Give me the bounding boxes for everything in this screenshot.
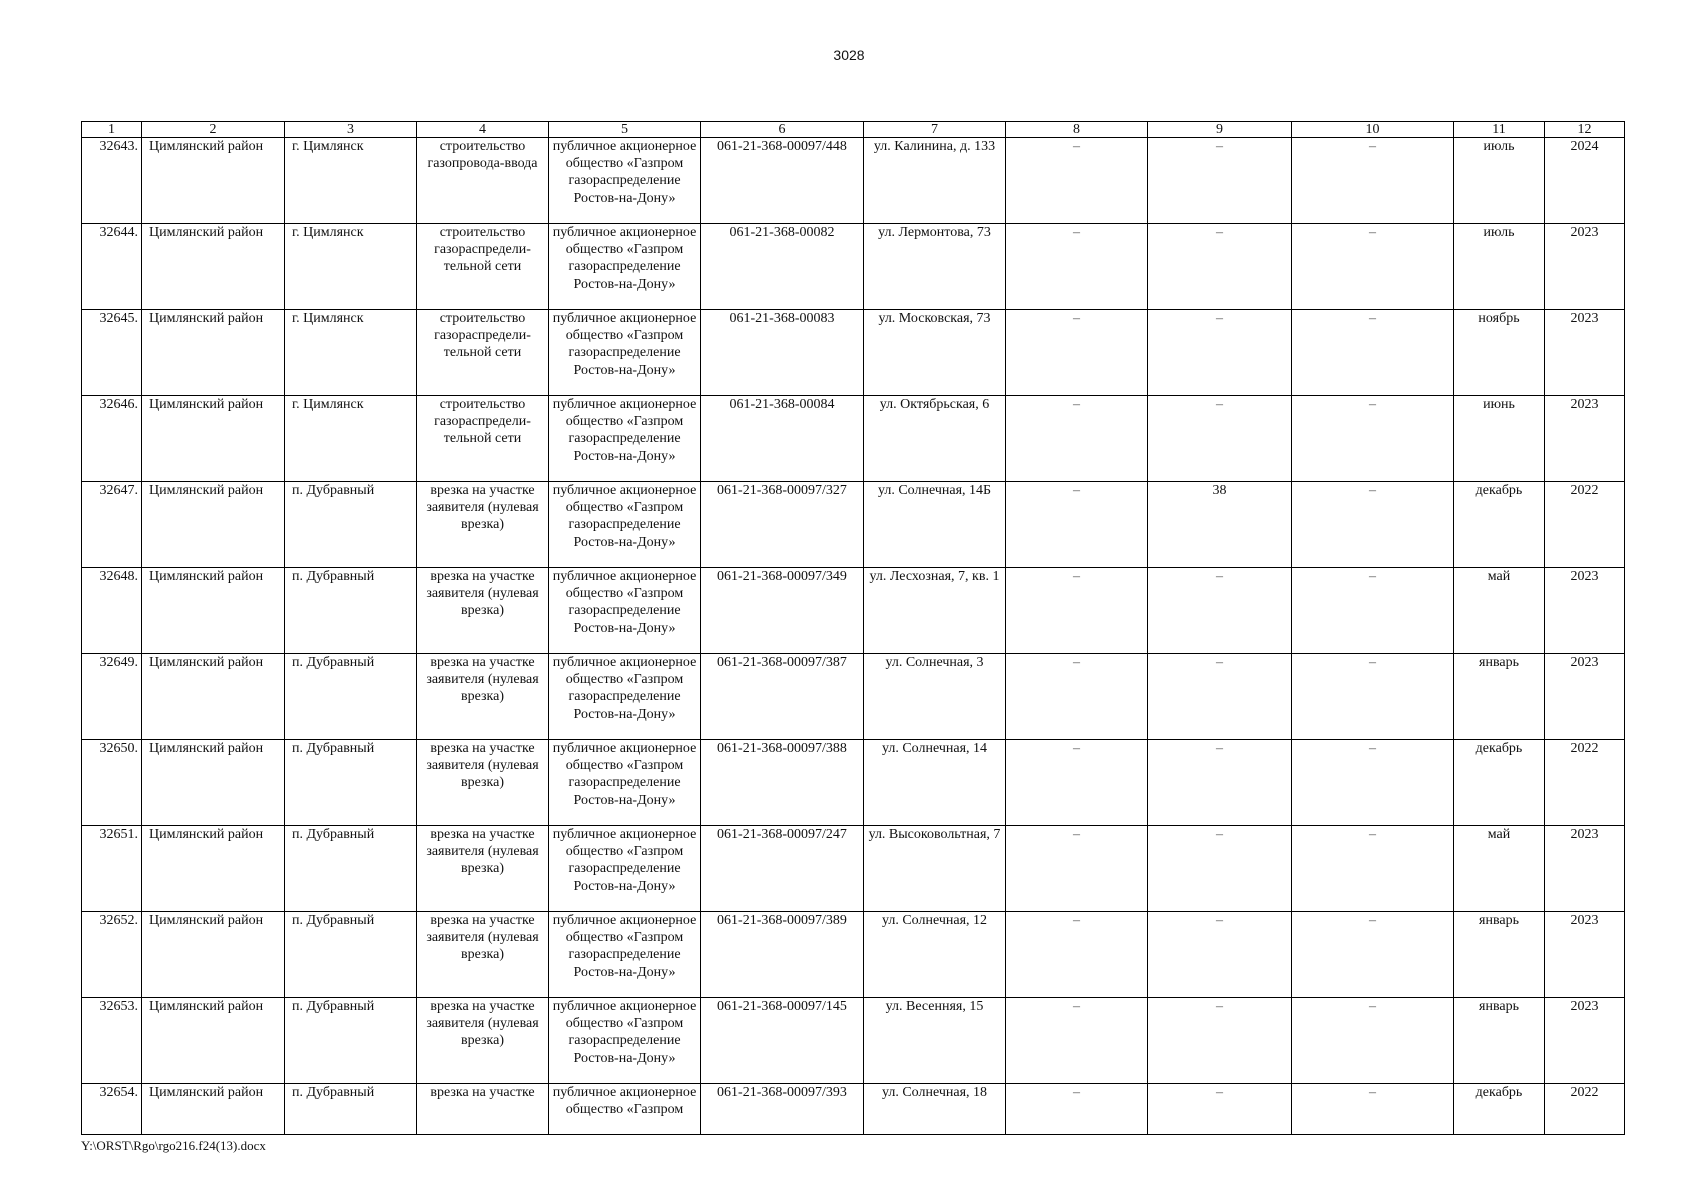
col9-cell: – xyxy=(1148,396,1292,482)
column-header: 1 xyxy=(82,122,142,138)
month-cell: май xyxy=(1454,826,1545,912)
table-row xyxy=(82,654,1625,740)
year-cell: 2023 xyxy=(1545,654,1625,740)
object-code-cell: 061-21-368-00097/247 xyxy=(701,826,864,912)
year-cell: 2022 xyxy=(1545,1084,1625,1135)
col9-cell: – xyxy=(1148,224,1292,310)
col10-cell: – xyxy=(1292,568,1454,654)
locality-cell: п. Дубравный xyxy=(285,1084,417,1135)
column-header: 11 xyxy=(1454,122,1545,138)
column-header: 9 xyxy=(1148,122,1292,138)
locality-cell: п. Дубравный xyxy=(285,826,417,912)
address-cell: ул. Весенняя, 15 xyxy=(864,998,1006,1084)
organization-cell: публичное акционерное общество «Газпром газораспределение Ростов-на-Дону» xyxy=(549,396,701,482)
table-row xyxy=(82,1084,1625,1135)
col8-cell: – xyxy=(1006,740,1148,826)
work-type-cell: строительство газораспредели-тельной сети xyxy=(417,310,549,396)
address-cell: ул. Лесхозная, 7, кв. 1 xyxy=(864,568,1006,654)
col10-cell: – xyxy=(1292,138,1454,224)
work-type-cell: строительство газораспредели-тельной сети xyxy=(417,396,549,482)
col10-cell: – xyxy=(1292,224,1454,310)
object-code-cell: 061-21-368-00097/393 xyxy=(701,1084,864,1135)
row-number-cell: 32654. xyxy=(82,1084,142,1135)
col10-cell: – xyxy=(1292,482,1454,568)
col9-cell: – xyxy=(1148,912,1292,998)
column-header: 8 xyxy=(1006,122,1148,138)
col9-cell: – xyxy=(1148,740,1292,826)
work-type-cell: врезка на участке заявителя (нулевая врезка) xyxy=(417,654,549,740)
locality-cell: г. Цимлянск xyxy=(285,138,417,224)
locality-cell: п. Дубравный xyxy=(285,568,417,654)
district-cell: Цимлянский район xyxy=(142,310,285,396)
district-cell: Цимлянский район xyxy=(142,826,285,912)
col8-cell: – xyxy=(1006,482,1148,568)
year-cell: 2023 xyxy=(1545,224,1625,310)
col10-cell: – xyxy=(1292,310,1454,396)
district-cell: Цимлянский район xyxy=(142,568,285,654)
row-number-cell: 32653. xyxy=(82,998,142,1084)
column-number-row xyxy=(82,122,1625,138)
work-type-cell: строительство газораспредели-тельной сети xyxy=(417,224,549,310)
object-code-cell: 061-21-368-00097/145 xyxy=(701,998,864,1084)
column-header: 10 xyxy=(1292,122,1454,138)
organization-cell: публичное акционерное общество «Газпром газораспределение Ростов-на-Дону» xyxy=(549,998,701,1084)
year-cell: 2023 xyxy=(1545,826,1625,912)
row-number-cell: 32651. xyxy=(82,826,142,912)
work-type-cell: строительство газопровода-ввода xyxy=(417,138,549,224)
object-code-cell: 061-21-368-00097/349 xyxy=(701,568,864,654)
row-number-cell: 32644. xyxy=(82,224,142,310)
month-cell: ноябрь xyxy=(1454,310,1545,396)
organization-cell: публичное акционерное общество «Газпром газораспределение Ростов-на-Дону» xyxy=(549,224,701,310)
object-code-cell: 061-21-368-00084 xyxy=(701,396,864,482)
table-row xyxy=(82,998,1625,1084)
district-cell: Цимлянский район xyxy=(142,396,285,482)
col9-cell: – xyxy=(1148,654,1292,740)
row-number-cell: 32643. xyxy=(82,138,142,224)
address-cell: ул. Калинина, д. 133 xyxy=(864,138,1006,224)
locality-cell: г. Цимлянск xyxy=(285,310,417,396)
district-cell: Цимлянский район xyxy=(142,1084,285,1135)
address-cell: ул. Солнечная, 14 xyxy=(864,740,1006,826)
table-row xyxy=(82,310,1625,396)
organization-cell: публичное акционерное общество «Газпром газораспределение Ростов-на-Дону» xyxy=(549,138,701,224)
address-cell: ул. Солнечная, 18 xyxy=(864,1084,1006,1135)
year-cell: 2023 xyxy=(1545,912,1625,998)
column-header: 3 xyxy=(285,122,417,138)
month-cell: январь xyxy=(1454,998,1545,1084)
col10-cell: – xyxy=(1292,740,1454,826)
year-cell: 2023 xyxy=(1545,998,1625,1084)
col9-cell: – xyxy=(1148,826,1292,912)
year-cell: 2023 xyxy=(1545,396,1625,482)
table-row xyxy=(82,138,1625,224)
row-number-cell: 32650. xyxy=(82,740,142,826)
month-cell: январь xyxy=(1454,912,1545,998)
work-type-cell: врезка на участке xyxy=(417,1084,549,1135)
object-code-cell: 061-21-368-00082 xyxy=(701,224,864,310)
locality-cell: п. Дубравный xyxy=(285,998,417,1084)
footer-file-path: Y:\ORST\Rgo\rgo216.f24(13).docx xyxy=(81,1138,266,1153)
year-cell: 2022 xyxy=(1545,740,1625,826)
data-table xyxy=(81,121,1625,1135)
month-cell: декабрь xyxy=(1454,740,1545,826)
col8-cell: – xyxy=(1006,224,1148,310)
row-number-cell: 32649. xyxy=(82,654,142,740)
row-number-cell: 32645. xyxy=(82,310,142,396)
col8-cell: – xyxy=(1006,396,1148,482)
column-header: 12 xyxy=(1545,122,1625,138)
row-number-cell: 32648. xyxy=(82,568,142,654)
table-row xyxy=(82,740,1625,826)
locality-cell: п. Дубравный xyxy=(285,740,417,826)
table-row xyxy=(82,826,1625,912)
month-cell: декабрь xyxy=(1454,482,1545,568)
col10-cell: – xyxy=(1292,654,1454,740)
district-cell: Цимлянский район xyxy=(142,740,285,826)
col8-cell: – xyxy=(1006,568,1148,654)
locality-cell: п. Дубравный xyxy=(285,654,417,740)
organization-cell: публичное акционерное общество «Газпром газораспределение Ростов-на-Дону» xyxy=(549,740,701,826)
address-cell: ул. Октябрьская, 6 xyxy=(864,396,1006,482)
col9-cell: – xyxy=(1148,998,1292,1084)
district-cell: Цимлянский район xyxy=(142,912,285,998)
column-header: 6 xyxy=(701,122,864,138)
organization-cell: публичное акционерное общество «Газпром газораспределение Ростов-на-Дону» xyxy=(549,826,701,912)
table-row xyxy=(82,224,1625,310)
address-cell: ул. Солнечная, 3 xyxy=(864,654,1006,740)
work-type-cell: врезка на участке заявителя (нулевая врезка) xyxy=(417,740,549,826)
district-cell: Цимлянский район xyxy=(142,224,285,310)
locality-cell: п. Дубравный xyxy=(285,912,417,998)
year-cell: 2022 xyxy=(1545,482,1625,568)
col9-cell: – xyxy=(1148,310,1292,396)
year-cell: 2023 xyxy=(1545,568,1625,654)
col8-cell: – xyxy=(1006,912,1148,998)
col9-cell: – xyxy=(1148,138,1292,224)
work-type-cell: врезка на участке заявителя (нулевая врезка) xyxy=(417,826,549,912)
organization-cell: публичное акционерное общество «Газпром газораспределение Ростов-на-Дону» xyxy=(549,310,701,396)
col8-cell: – xyxy=(1006,310,1148,396)
object-code-cell: 061-21-368-00097/327 xyxy=(701,482,864,568)
col9-cell: – xyxy=(1148,1084,1292,1135)
month-cell: декабрь xyxy=(1454,1084,1545,1135)
col10-cell: – xyxy=(1292,826,1454,912)
work-type-cell: врезка на участке заявителя (нулевая врезка) xyxy=(417,998,549,1084)
row-number-cell: 32647. xyxy=(82,482,142,568)
column-header: 2 xyxy=(142,122,285,138)
organization-cell: публичное акционерное общество «Газпром газораспределение Ростов-на-Дону» xyxy=(549,568,701,654)
table-row xyxy=(82,912,1625,998)
address-cell: ул. Высоковольтная, 7 xyxy=(864,826,1006,912)
table-row xyxy=(82,396,1625,482)
locality-cell: г. Цимлянск xyxy=(285,224,417,310)
column-header: 4 xyxy=(417,122,549,138)
table-row xyxy=(82,482,1625,568)
col9-cell: – xyxy=(1148,568,1292,654)
organization-cell: публичное акционерное общество «Газпром газораспределение Ростов-на-Дону» xyxy=(549,654,701,740)
table-body xyxy=(82,138,1625,1135)
column-header: 7 xyxy=(864,122,1006,138)
month-cell: январь xyxy=(1454,654,1545,740)
row-number-cell: 32646. xyxy=(82,396,142,482)
col8-cell: – xyxy=(1006,1084,1148,1135)
month-cell: июнь xyxy=(1454,396,1545,482)
address-cell: ул. Солнечная, 14Б xyxy=(864,482,1006,568)
col10-cell: – xyxy=(1292,396,1454,482)
col8-cell: – xyxy=(1006,826,1148,912)
col9-cell: 38 xyxy=(1148,482,1292,568)
district-cell: Цимлянский район xyxy=(142,138,285,224)
work-type-cell: врезка на участке заявителя (нулевая врезка) xyxy=(417,912,549,998)
district-cell: Цимлянский район xyxy=(142,482,285,568)
year-cell: 2024 xyxy=(1545,138,1625,224)
organization-cell: публичное акционерное общество «Газпром газораспределение Ростов-на-Дону» xyxy=(549,912,701,998)
col10-cell: – xyxy=(1292,912,1454,998)
object-code-cell: 061-21-368-00097/388 xyxy=(701,740,864,826)
organization-cell: публичное акционерное общество «Газпром газораспределение Ростов-на-Дону» xyxy=(549,482,701,568)
col8-cell: – xyxy=(1006,654,1148,740)
locality-cell: п. Дубравный xyxy=(285,482,417,568)
locality-cell: г. Цимлянск xyxy=(285,396,417,482)
object-code-cell: 061-21-368-00097/389 xyxy=(701,912,864,998)
address-cell: ул. Московская, 73 xyxy=(864,310,1006,396)
address-cell: ул. Солнечная, 12 xyxy=(864,912,1006,998)
column-header: 5 xyxy=(549,122,701,138)
object-code-cell: 061-21-368-00083 xyxy=(701,310,864,396)
district-cell: Цимлянский район xyxy=(142,654,285,740)
month-cell: июль xyxy=(1454,138,1545,224)
col8-cell: – xyxy=(1006,138,1148,224)
month-cell: июль xyxy=(1454,224,1545,310)
object-code-cell: 061-21-368-00097/448 xyxy=(701,138,864,224)
col10-cell: – xyxy=(1292,998,1454,1084)
col10-cell: – xyxy=(1292,1084,1454,1135)
work-type-cell: врезка на участке заявителя (нулевая врезка) xyxy=(417,482,549,568)
year-cell: 2023 xyxy=(1545,310,1625,396)
table-row xyxy=(82,568,1625,654)
organization-cell: публичное акционерное общество «Газпром xyxy=(549,1084,701,1135)
page-number: 3028 xyxy=(833,47,865,63)
address-cell: ул. Лермонтова, 73 xyxy=(864,224,1006,310)
month-cell: май xyxy=(1454,568,1545,654)
object-code-cell: 061-21-368-00097/387 xyxy=(701,654,864,740)
row-number-cell: 32652. xyxy=(82,912,142,998)
district-cell: Цимлянский район xyxy=(142,998,285,1084)
work-type-cell: врезка на участке заявителя (нулевая врезка) xyxy=(417,568,549,654)
col8-cell: – xyxy=(1006,998,1148,1084)
